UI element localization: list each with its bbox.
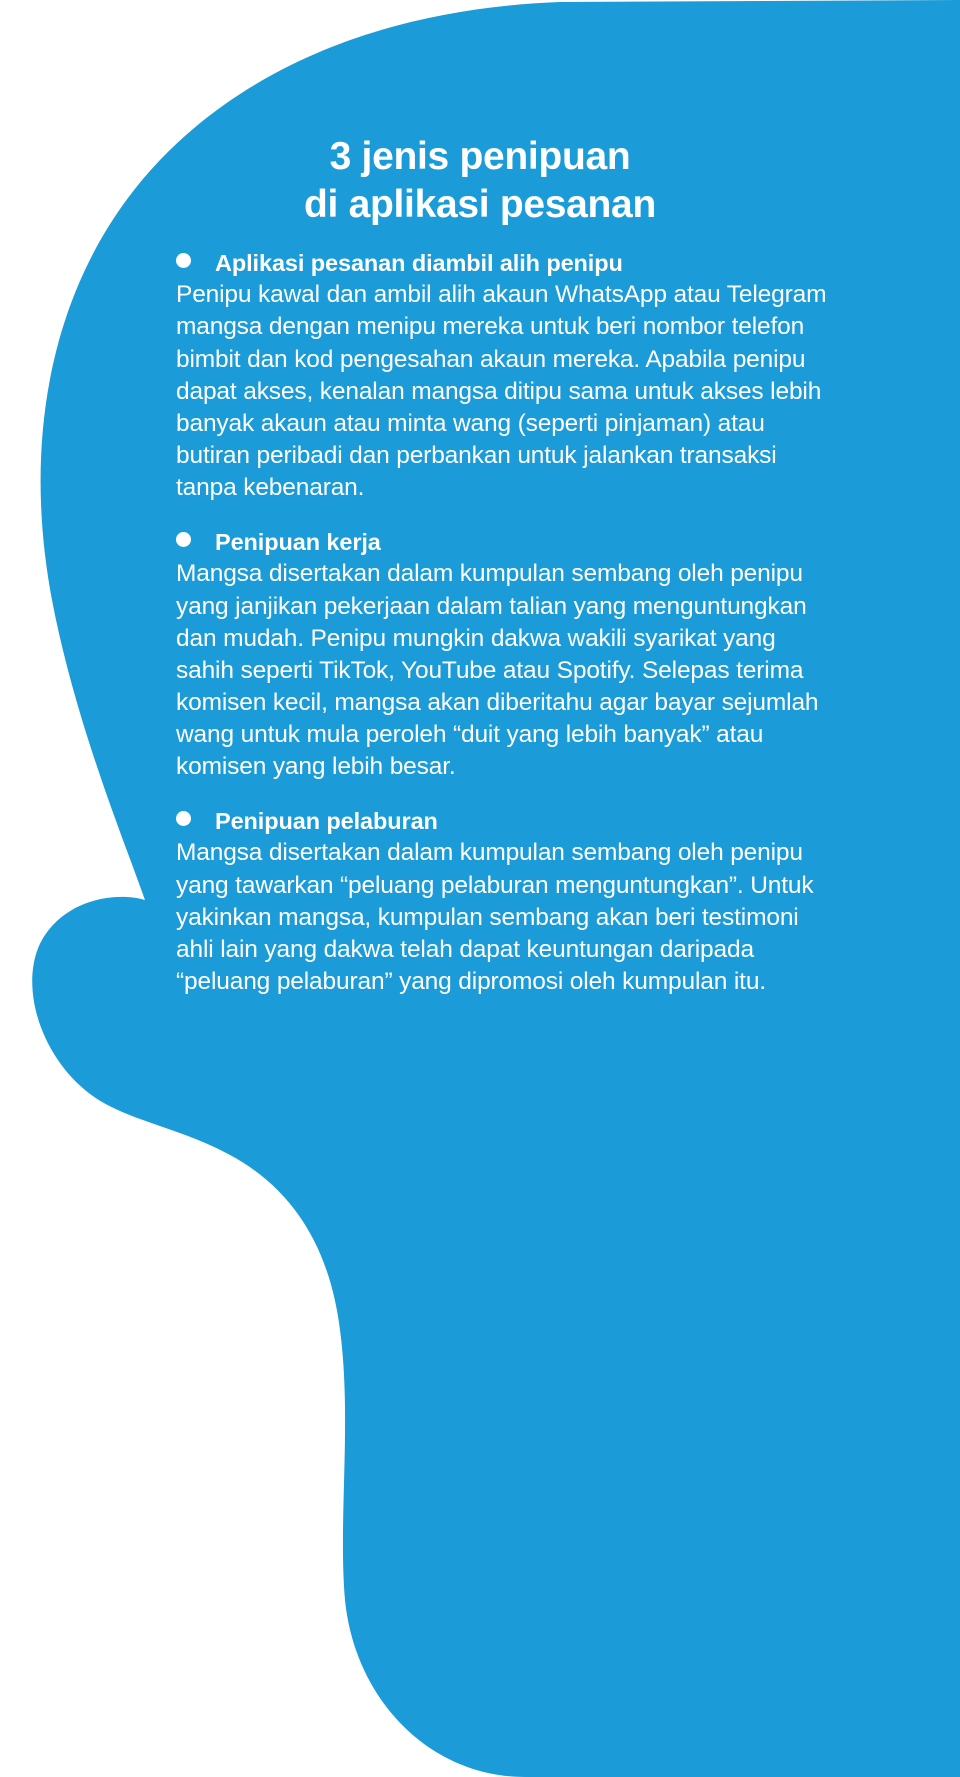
filled-circle-bullet-icon [176, 532, 191, 547]
scam-section-2 [176, 528, 840, 783]
scam-heading-1: Aplikasi pesanan diambil alih penipu [215, 250, 623, 276]
scam-type-list [176, 249, 840, 998]
scam-heading-row-3 [176, 807, 840, 836]
scam-section-1 [176, 249, 840, 504]
scam-section-3 [176, 807, 840, 998]
filled-circle-bullet-icon [176, 811, 191, 826]
scam-heading-2: Penipuan kerja [215, 529, 381, 556]
scam-heading-3: Penipuan pelaburan [215, 808, 438, 835]
scam-body-1: Penipu kawal dan ambil alih akaun WhatsApp atau Telegram mangsa dengan menipu mereka untuk beri nombor telefon bimbit dan kod pengesahan akaun mereka. Apabila penipu dapat akses, kenalan mangsa ditipu sama untuk akses lebih banyak akaun atau minta wang (seperti pinjaman) atau butiran peribadi dan perbankan untuk jalankan transaksi tanpa kebenaran. [176, 281, 827, 501]
title-line-2: di aplikasi pesanan [304, 182, 656, 226]
filled-circle-bullet-icon [176, 253, 191, 268]
scam-heading-row-1 [176, 249, 840, 278]
scam-body-3: Mangsa disertakan dalam kumpulan sembang oleh penipu yang tawarkan “peluang pelaburan menguntungkan”. Untuk yakinkan mangsa, kumpulan sembang akan beri testimoni ahli lain yang dakwa telah dapat keuntungan daripada “peluang pelaburan” yang dipromosi oleh kumpulan itu. [176, 839, 814, 995]
title-line-1: 3 jenis penipuan [329, 135, 631, 178]
page-title [0, 133, 960, 228]
scam-heading-row-2 [176, 528, 840, 557]
scam-body-2: Mangsa disertakan dalam kumpulan sembang oleh penipu yang janjikan pekerjaan dalam talian yang menguntungkan dan mudah. Penipu mungkin dakwa wakili syarikat yang sahih seperti TikTok, YouTube atau Spotify. Selepas terima komisen kecil, mangsa akan diberitahu agar bayar sejumlah wang untuk mula peroleh “duit yang lebih banyak” atau komisen yang lebih besar. [176, 560, 819, 780]
